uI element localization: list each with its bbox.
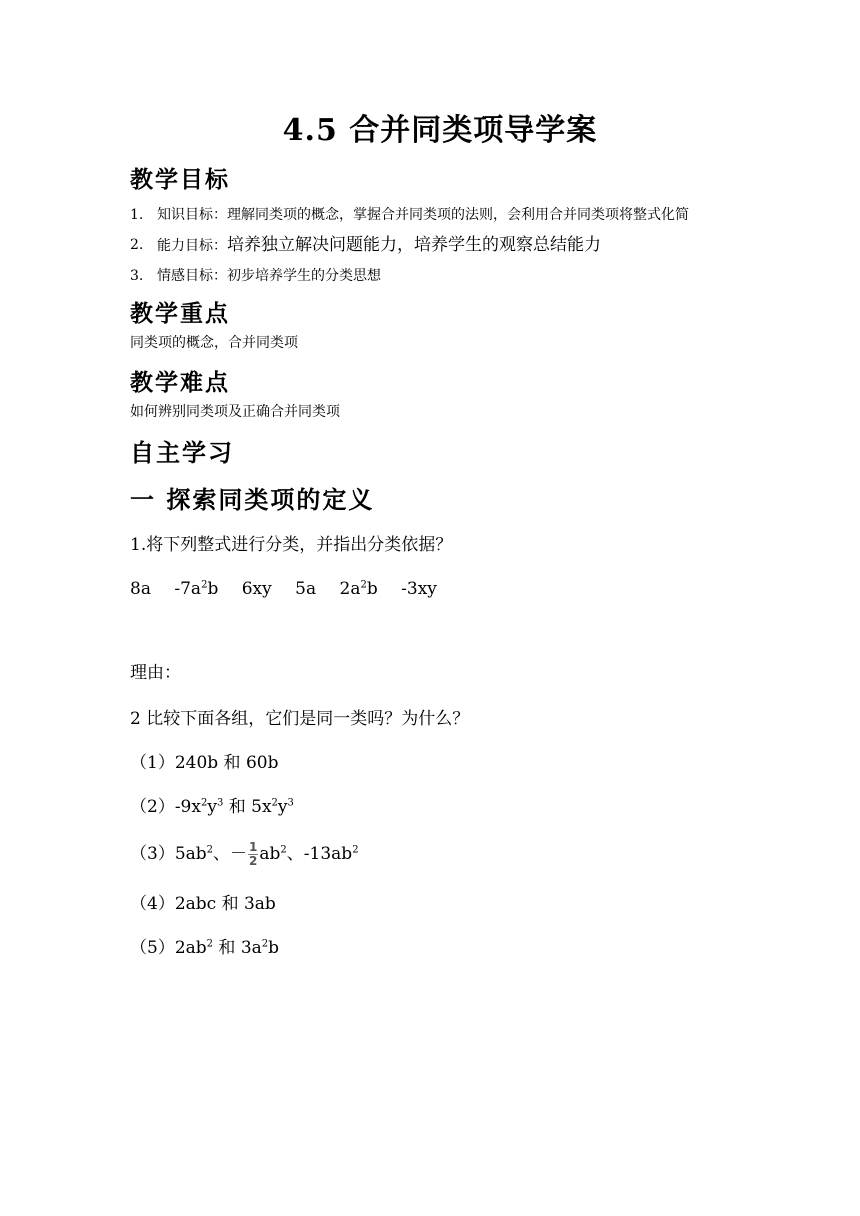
term: [340, 579, 378, 599]
fraction-denominator: 2: [249, 854, 258, 868]
exponent: 2: [206, 938, 214, 950]
objectives-list: [130, 204, 750, 287]
term: 5a: [295, 579, 317, 599]
group-text: y: [277, 797, 288, 817]
group-3: [130, 841, 750, 868]
term-rest: b: [207, 579, 219, 599]
group-text: 和 3a: [213, 938, 262, 958]
term: 6xy: [241, 579, 272, 599]
group-text: 、－: [213, 844, 248, 864]
exponent: 2: [261, 938, 269, 950]
term-exponent: 2: [201, 579, 208, 591]
group-text: （5）2ab: [130, 938, 207, 958]
key-points-text: 同类项的概念，合并同类项: [130, 335, 298, 351]
exponent: 3: [216, 797, 224, 809]
objective-item: [130, 204, 750, 226]
self-study-heading: 自主学习: [130, 439, 234, 467]
exponent: 3: [287, 797, 294, 809]
objective-number: 1.: [130, 207, 144, 223]
term-base: 2a: [339, 579, 361, 599]
terms-line: [130, 577, 750, 601]
reason-label: 理由：: [130, 663, 181, 683]
key-points-heading: 教学重点: [130, 301, 230, 327]
section-heading: 一 探索同类项的定义: [130, 486, 375, 514]
objective-text: 情感目标：初步培养学生的分类思想: [157, 268, 381, 284]
term: -3xy: [401, 579, 437, 599]
group-5: [130, 936, 750, 960]
group-1: （1）240b 和 60b: [130, 753, 279, 773]
objectives-heading: 教学目标: [130, 167, 230, 193]
group-text: b: [268, 938, 280, 958]
fraction: [248, 841, 258, 868]
objective-number: 3.: [130, 268, 144, 284]
group-2: [130, 795, 750, 819]
group-text: 、-13ab: [286, 844, 353, 864]
objective-text: 知识目标：理解同类项的概念，掌握合并同类项的法则，会利用合并同类项将整式化简: [157, 207, 689, 223]
term: 8a: [130, 579, 151, 599]
group-4: （4）2abc 和 3ab: [130, 894, 276, 914]
objective-text: 培养独立解决问题能力，培养学生的观察总结能力: [227, 235, 601, 255]
exponent: 2: [206, 844, 214, 856]
group-text: （2）-9x: [130, 797, 201, 817]
difficult-points-text: 如何辨别同类项及正确合并同类项: [130, 404, 340, 420]
term: [174, 579, 218, 599]
question-1: 1.将下列整式进行分类，并指出分类依据？: [130, 535, 453, 555]
objective-item: [130, 265, 750, 287]
fraction-numerator: 1: [249, 840, 258, 854]
group-text: ab: [259, 844, 281, 864]
group-text: 和 5x: [223, 797, 272, 817]
exponent: 2: [352, 844, 359, 856]
term-rest: b: [366, 579, 378, 599]
group-text: （3）5ab: [130, 844, 207, 864]
objective-item: [130, 234, 750, 257]
exponent: 2: [271, 797, 278, 809]
document-page: [130, 105, 750, 960]
group-text: y: [207, 797, 217, 817]
objective-number: 2.: [130, 237, 144, 253]
term-exponent: 2: [360, 579, 367, 591]
term-base: -7a: [174, 579, 202, 599]
document-title: 4.5 合并同类项导学案: [282, 113, 598, 148]
exponent: 2: [200, 797, 208, 809]
question-2: 2 比较下面各组，它们是同一类吗？为什么？: [130, 709, 470, 729]
difficult-points-heading: 教学难点: [130, 370, 230, 396]
objective-label: 能力目标：: [157, 238, 227, 254]
exponent: 2: [280, 844, 287, 856]
